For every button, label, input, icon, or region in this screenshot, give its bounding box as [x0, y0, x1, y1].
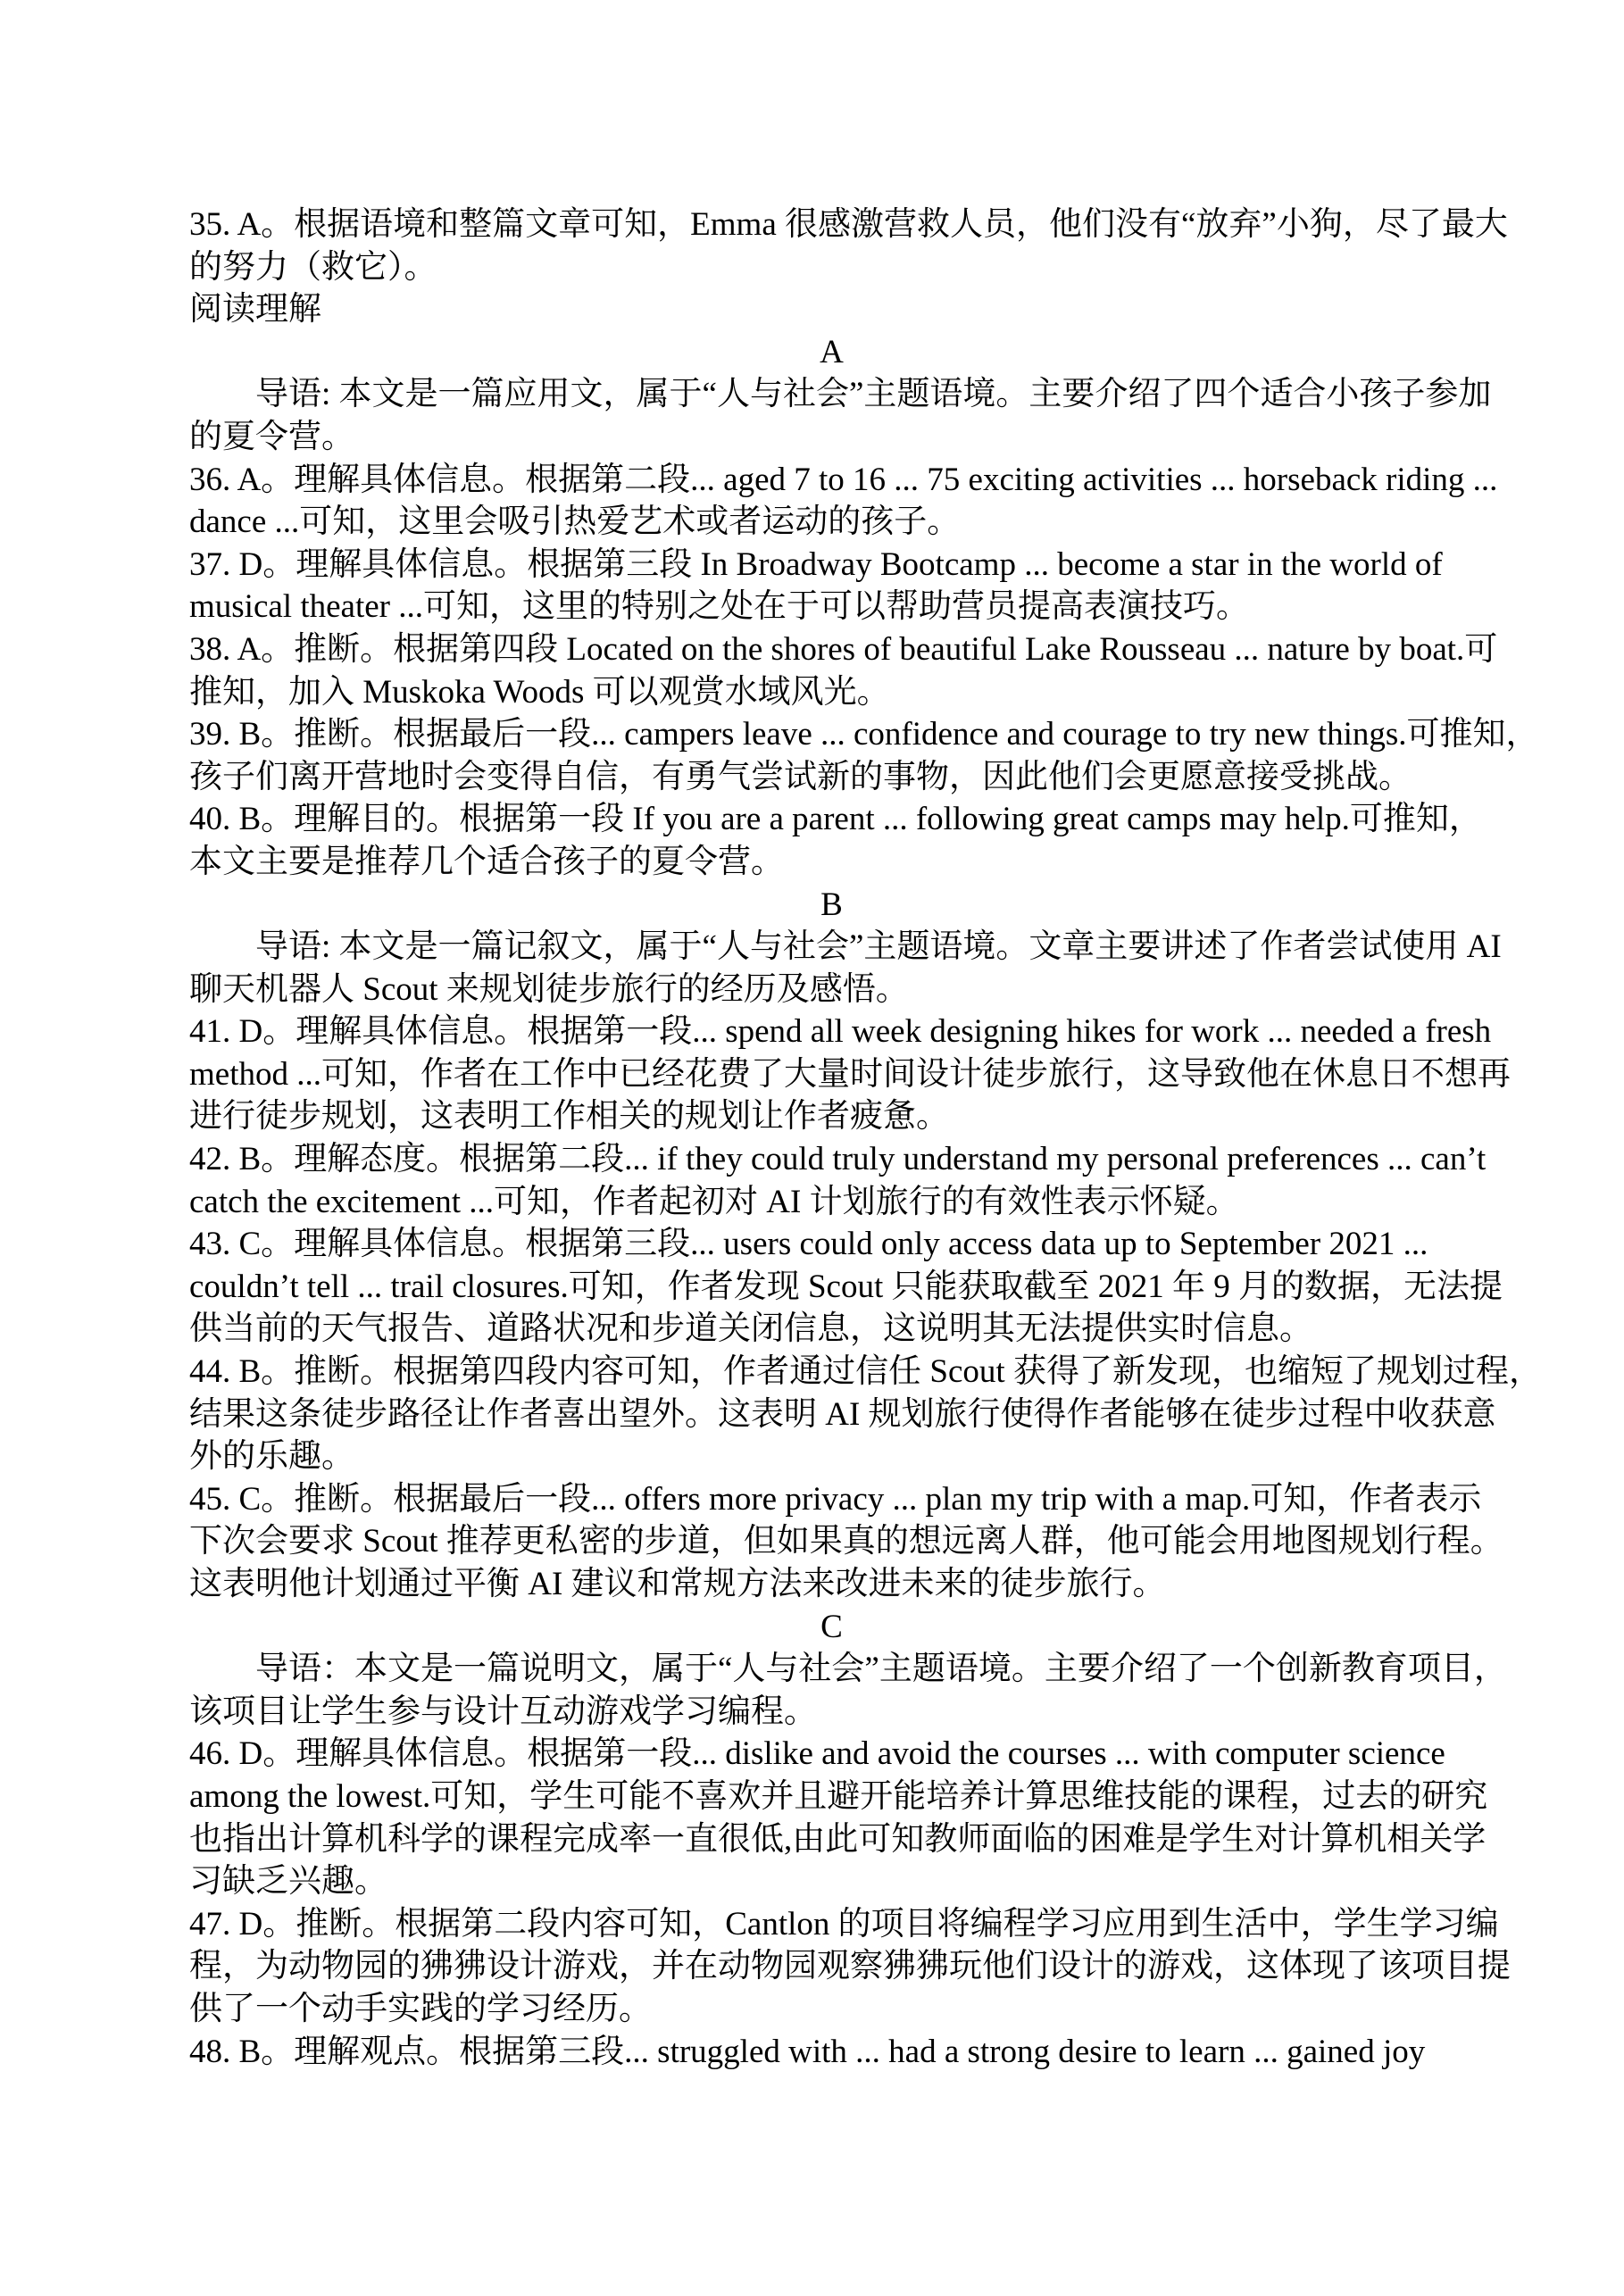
answer-line: 的努力（救它）。: [189, 248, 437, 286]
answer-line: 供了一个动手实践的学习经历。: [189, 1990, 652, 2027]
passage-a-heading: A: [820, 333, 844, 370]
answer-line: 外的乐趣。: [189, 1438, 354, 1476]
answer-line: 44. B。推断。根据第四段内容可知，作者通过信任 Scout 获得了新发现，也缩短了规划过程，: [189, 1353, 1542, 1391]
reading-comprehension-heading: 阅读理解: [189, 291, 321, 329]
answer-line: method ...可知，作者在工作中已经花费了大量时间设计徒步旅行，这导致他在休息日不想再: [189, 1055, 1511, 1093]
answer-line: 39. B。推断。根据最后一段... campers leave ... confidence and courage to try new things.可推知，: [189, 716, 1539, 753]
answer-line: 43. C。理解具体信息。根据第三段... users could only access data up to September 2021 ...: [189, 1226, 1428, 1263]
answer-line: among the lowest.可知，学生可能不喜欢并且避开能培养计算思维技能的课程，过去的研究: [189, 1777, 1488, 1815]
answer-line: 进行徒步规划，这表明工作相关的规划让作者疲惫。: [189, 1098, 949, 1136]
answer-line: 结果这条徒步路径让作者喜出望外。这表明 AI 规划旅行使得作者能够在徒步过程中收获意: [189, 1395, 1496, 1433]
answer-line: 本文主要是推荐几个适合孩子的夏令营。: [189, 843, 784, 880]
answer-line: 40. B。理解目的。根据第一段 If you are a parent ... following great camps may help.可推知，: [189, 801, 1482, 838]
answer-line: 孩子们离开营地时会变得自信，有勇气尝试新的事物，因此他们会更愿意接受挑战。: [189, 758, 1412, 795]
answer-line: 41. D。理解具体信息。根据第一段... spend all week designing hikes for work ... needed a fresh: [189, 1013, 1492, 1051]
answer-line: 下次会要求 Scout 推荐更私密的步道，但如果真的想远离人群，他可能会用地图规划行程。: [189, 1523, 1503, 1560]
passage-b-heading: B: [820, 886, 843, 923]
answer-line: 这表明他计划通过平衡 AI 建议和常规方法来改进未来的徒步旅行。: [189, 1566, 1166, 1602]
passage-c-heading: C: [820, 1608, 843, 1645]
passage-b-intro-line: 聊天机器人 Scout 来规划徒步旅行的经历及感悟。: [189, 970, 909, 1008]
answer-line: couldn’t tell ... trail closures.可知，作者发现 Scout 只能获取截至 2021 年 9 月的数据，无法提: [189, 1268, 1503, 1305]
answer-line: 38. A。推断。根据第四段 Located on the shores of beautiful Lake Rousseau ... nature by boat.可: [189, 630, 1498, 668]
answer-line: 习缺乏兴趣。: [189, 1863, 387, 1901]
answer-line: 37. D。理解具体信息。根据第三段 In Broadway Bootcamp ... become a star in the world of: [189, 545, 1443, 583]
answer-line: catch the excitement ...可知，作者起初对 AI 计划旅行的有效性表示怀疑。: [189, 1183, 1239, 1220]
answer-line: 也指出计算机科学的课程完成率一直很低,由此可知教师面临的困难是学生对计算机相关学: [189, 1820, 1487, 1858]
answer-line: 45. C。推断。根据最后一段... offers more privacy ... plan my trip with a map.可知，作者表示: [189, 1480, 1482, 1518]
answer-line: 47. D。推断。根据第二段内容可知，Cantlon 的项目将编程学习应用到生活中，学生学习编: [189, 1905, 1499, 1942]
answer-line: 48. B。理解观点。根据第三段... struggled with ... had a strong desire to learn ... gained joy: [189, 2033, 1426, 2070]
answer-line: dance ...可知，这里会吸引热爱艺术或者运动的孩子。: [189, 503, 961, 541]
answer-line: 46. D。理解具体信息。根据第一段... dislike and avoid the courses ... with computer science: [189, 1735, 1445, 1773]
answer-line: 35. A。根据语境和整篇文章可知，Emma 很感激营救人员，他们没有“放弃”小狗，尽了最大: [189, 206, 1508, 243]
answer-line: 36. A。理解具体信息。根据第二段... aged 7 to 16 ... 75 exciting activities ... horseback riding ...: [189, 461, 1498, 498]
answer-line: 42. B。理解态度。根据第二段... if they could truly understand my personal preferences ... can’t: [189, 1141, 1487, 1178]
passage-a-intro-line: 导语: 本文是一篇应用文，属于“人与社会”主题语境。主要介绍了四个适合小孩子参加: [255, 376, 1492, 413]
passage-c-intro-line: 该项目让学生参与设计互动游戏学习编程。: [189, 1693, 817, 1730]
passage-b-intro-line: 导语: 本文是一篇记叙文，属于“人与社会”主题语境。文章主要讲述了作者尝试使用 AI: [255, 928, 1502, 966]
answer-line: musical theater ...可知，这里的特别之处在于可以帮助营员提高表演技巧。: [189, 588, 1249, 626]
answer-line: 程，为动物园的狒狒设计游戏，并在动物园观察狒狒玩他们设计的游戏，这体现了该项目提: [189, 1948, 1511, 1985]
passage-c-intro-line: 导语：本文是一篇说明文，属于“人与社会”主题语境。主要介绍了一个创新教育项目，: [255, 1651, 1507, 1688]
answer-line: 供当前的天气报告、道路状况和步道关闭信息，这说明其无法提供实时信息。: [189, 1310, 1312, 1348]
passage-a-intro-line: 的夏令营。: [189, 418, 354, 455]
answer-line: 推知，加入 Muskoka Woods 可以观赏水域风光。: [189, 673, 890, 711]
